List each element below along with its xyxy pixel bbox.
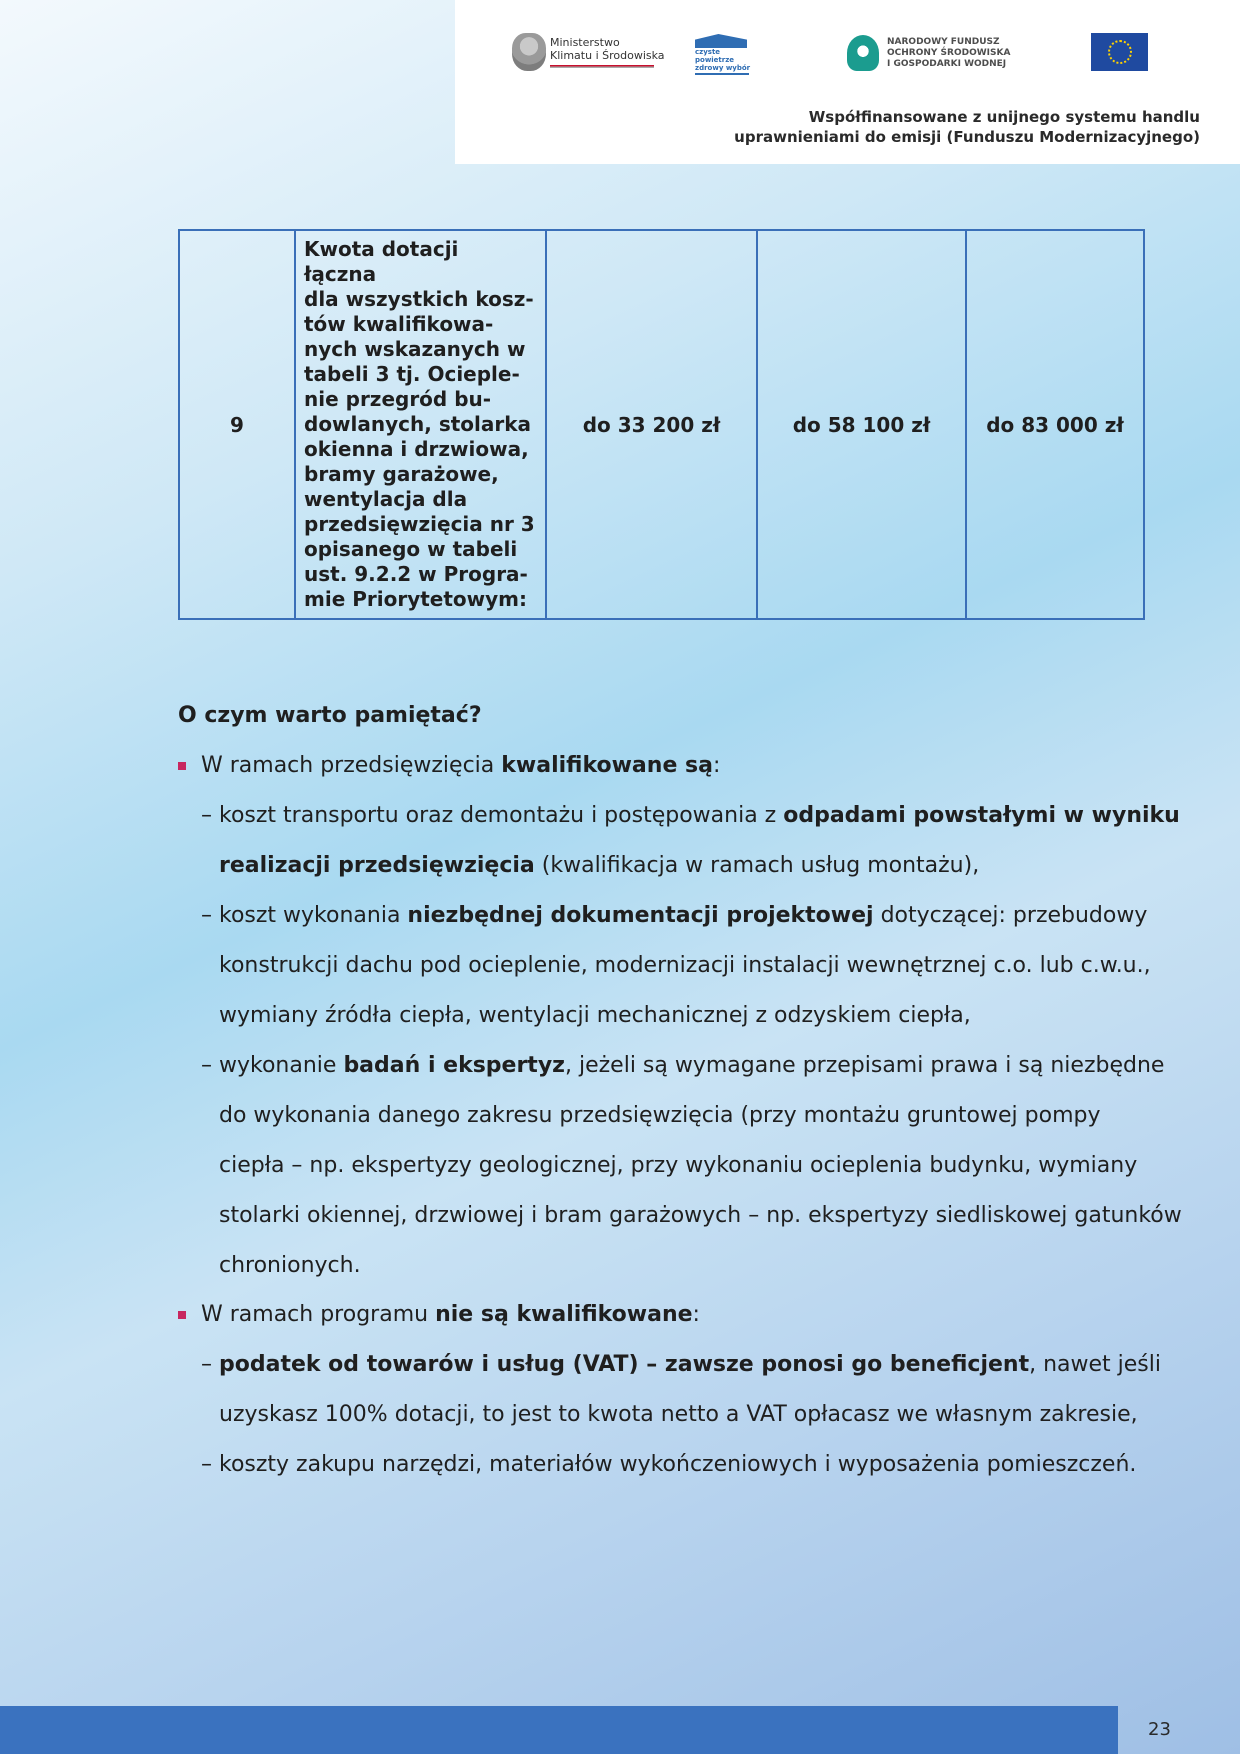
header-panel: [455, 0, 1240, 164]
description-line: mie Priorytetowym:: [304, 587, 528, 611]
cofinancing-line2: uprawnieniami do emisji (Funduszu Modernizacyjnego): [734, 128, 1200, 146]
bullet-square-icon: [178, 762, 186, 770]
description-line: tabeli 3 tj. Ocieple-: [304, 362, 520, 386]
list-item-cont: realizacji przedsięwzięcia (kwalifikacja w ramach usług montażu),: [219, 853, 980, 878]
description-line: wentylacja dla: [304, 487, 468, 511]
value-cell-3: do 83 000 zł: [966, 230, 1144, 619]
cofinancing-note: [455, 107, 1200, 147]
value-cell-2: do 58 100 zł: [757, 230, 966, 619]
nfos-line3: I GOSPODARKI WODNEJ: [887, 58, 1007, 69]
table-row: [179, 230, 1144, 619]
list-item-cont: chronionych.: [219, 1253, 361, 1278]
czyste-powietrze-logo: [695, 34, 751, 75]
nfos-line2: OCHRONY ŚRODOWISKA: [887, 47, 1011, 58]
eagle-emblem-icon: [512, 33, 546, 71]
list-item-cont: ciepła – np. ekspertyzy geologicznej, przy wykonaniu ocieplenia budynku, wymiany: [219, 1153, 1138, 1178]
row-description: [295, 230, 546, 619]
list-item: – koszt transportu oraz demontażu i postępowania z odpadami powstałymi w wyniku: [201, 803, 1180, 828]
description-line: tów kwalifikowa-: [304, 312, 494, 336]
list-item-cont: konstrukcji dachu pod ocieplenie, modernizacji instalacji wewnętrznej c.o. lub c.w.u.,: [219, 953, 1151, 978]
eu-flag-icon: [1091, 33, 1148, 71]
bullet-not-eligible: W ramach programu nie są kwalifikowane:: [201, 1302, 700, 1327]
description-line: opisanego w tabeli: [304, 537, 518, 561]
ministry-logo: [512, 33, 665, 71]
footer-bar: [0, 1706, 1118, 1754]
ministry-line2: Klimatu i Środowiska: [550, 49, 665, 62]
list-item: – koszt wykonania niezbędnej dokumentacji projektowej dotyczącej: przebudowy: [201, 903, 1148, 928]
list-item-cont: uzyskasz 100% dotacji, to jest to kwota netto a VAT opłacasz we własnym zakresie,: [219, 1402, 1138, 1427]
ministry-line1: Ministerstwo: [550, 36, 620, 49]
description-line: przedsięwzięcia nr 3: [304, 512, 535, 536]
list-item: – koszty zakupu narzędzi, materiałów wykończeniowych i wyposażenia pomieszczeń.: [201, 1452, 1137, 1477]
house-icon: [695, 34, 747, 48]
description-line: ust. 9.2.2 w Progra-: [304, 562, 528, 586]
description-line: dowlanych, stolarka: [304, 412, 532, 436]
page-number: 23: [1148, 1719, 1171, 1740]
cofinancing-line1: Współfinansowane z unijnego systemu handlu: [808, 108, 1200, 126]
description-line: nie przegród bu-: [304, 387, 492, 411]
description-line: Kwota dotacji łączna: [304, 237, 459, 286]
description-line: nych wskazanych w: [304, 337, 526, 361]
grant-amount-table: [178, 229, 1145, 620]
cp-line1: czyste powietrze: [695, 48, 735, 64]
value-cell-1: do 33 200 zł: [546, 230, 757, 619]
nfosigw-logo: [847, 35, 1010, 71]
cp-line2: zdrowy wybór: [695, 64, 751, 72]
list-item-cont: wymiany źródła ciepła, wentylacji mechanicznej z odzyskiem ciepła,: [219, 1003, 971, 1028]
list-item-cont: do wykonania danego zakresu przedsięwzięcia (przy montażu gruntowej pompy: [219, 1103, 1101, 1128]
description-line: okienna i drzwiowa,: [304, 437, 529, 461]
description-line: dla wszystkich kosz-: [304, 287, 534, 311]
nfos-line1: NARODOWY FUNDUSZ: [887, 36, 1000, 47]
list-item-cont: stolarki okiennej, drzwiowej i bram garażowych – np. ekspertyzy siedliskowej gatunków: [219, 1203, 1182, 1228]
list-item: – podatek od towarów i usług (VAT) – zawsze ponosi go beneficjent, nawet jeśli: [201, 1352, 1161, 1377]
list-item: – wykonanie badań i ekspertyz, jeżeli są wymagane przepisami prawa i są niezbędne: [201, 1053, 1165, 1078]
section-title: O czym warto pamiętać?: [178, 703, 482, 728]
bullet-eligible: W ramach przedsięwzięcia kwalifikowane są:: [201, 753, 721, 778]
row-number: 9: [179, 230, 295, 619]
nfosigw-emblem-icon: [847, 35, 879, 71]
bullet-square-icon: [178, 1311, 186, 1319]
description-line: bramy garażowe,: [304, 462, 499, 486]
